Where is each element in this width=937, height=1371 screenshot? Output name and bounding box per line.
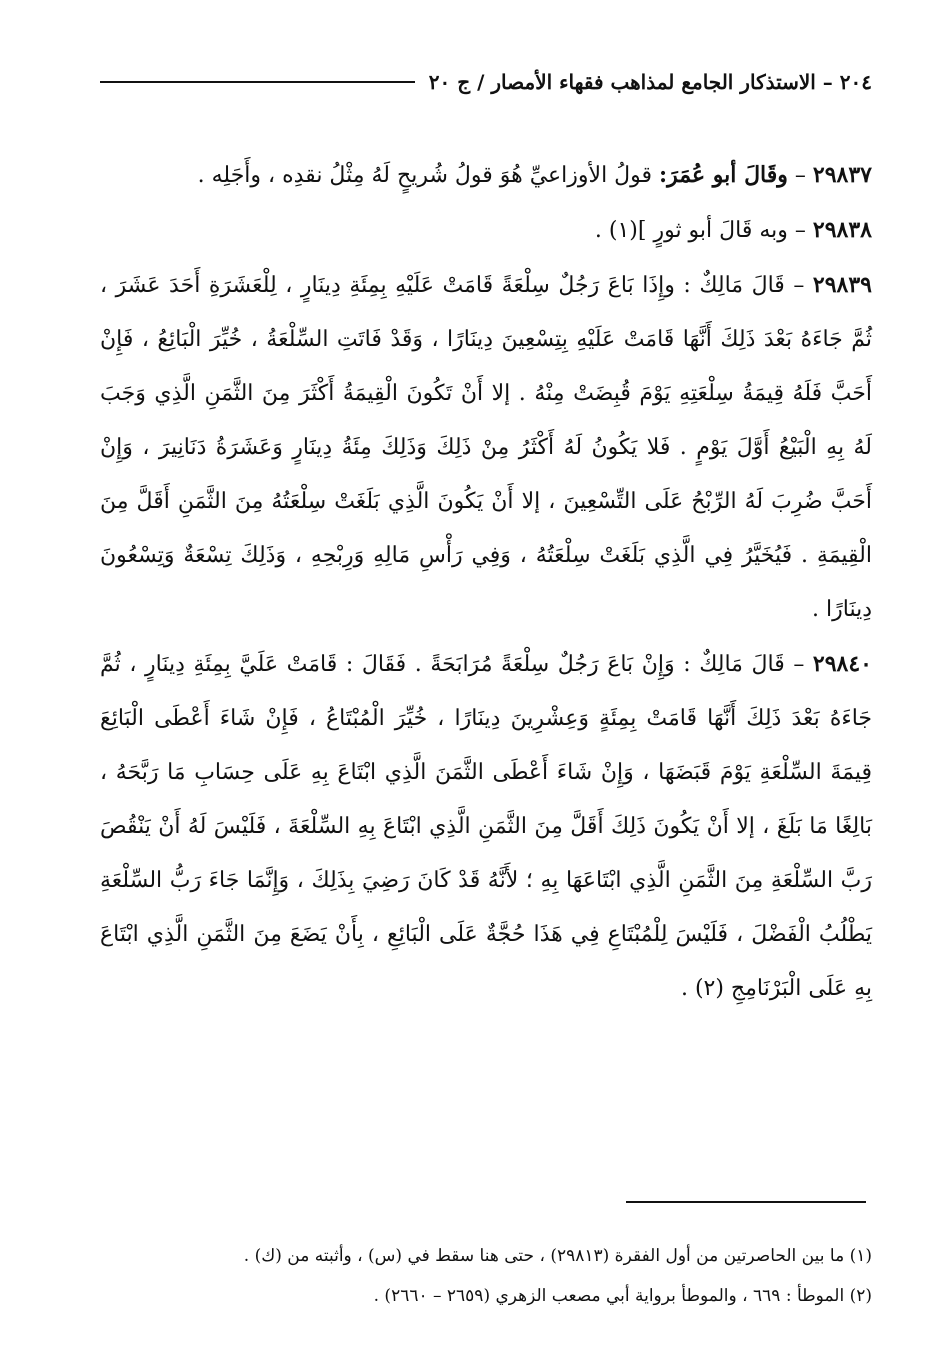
paragraph-dash: – — [787, 163, 813, 188]
footnote: (١) ما بين الحاصرتين من أول الفقرة (٢٩٨١٣) ، حتى هنا سقط في (س) ، وأثبته من (ك) . — [243, 1246, 872, 1266]
paragraph-dash: – — [784, 652, 813, 677]
paragraph-text: وبه قَالَ أبو ثورٍ ](١) . — [594, 218, 788, 243]
paragraph — [100, 258, 872, 637]
paragraph-text: قولُ الأوزاعيِّ هُوَ قولُ شُريحٍ لَهُ مِثْلُ نقدِه ، وأَجَلِه . — [197, 163, 660, 188]
paragraph-dash: – — [787, 218, 813, 243]
paragraph-dash: – — [784, 273, 813, 298]
footnote: (٢) الموطأ : ٦٦٩ ، والموطأ برواية أبي مصعب الزهري (٢٦٥٩ – ٢٦٦٠) . — [373, 1286, 872, 1306]
paragraph — [100, 203, 872, 258]
paragraph-number: ٢٩٨٣٧ — [812, 162, 872, 188]
header-rule — [100, 81, 415, 83]
running-head: ٢٠٤ – الاستذكار الجامع لمذاهب فقهاء الأمصار / ج ٢٠ — [428, 70, 872, 94]
footnotes — [100, 1236, 872, 1316]
paragraph-number: ٢٩٨٣٩ — [812, 272, 872, 298]
paragraph-number: ٢٩٨٣٨ — [812, 217, 872, 243]
page-header — [100, 62, 872, 102]
paragraph — [100, 148, 872, 203]
paragraph-text: قَالَ مَالِكٌ : وَإِنْ بَاعَ رَجُلٌ سِلْعَةً مُرَابَحَةً . فَقَالَ : قَامَتْ عَلَيَّ بِمِئَةِ دِينَارٍ ، ثُمَّ جَاءَهُ بَعْدَ ذَلِكَ أَنَّهَا قَامَتْ بِمِئَةٍ وَعِشْرِينَ دِينَارًا ، خُيِّرَ الْمُبْتَاعُ ، فَإِنْ شَاءَ أَعْطَى الْبَائِعَ قِيمَةَ السِّلْعَةِ يَوْمَ قَبَضَهَا ، وَإِنْ شَاءَ أَعْطَى الثَّمَنَ الَّذِي ابْتَاعَ بِهِ عَلَى حِسَابِ مَا رَبَّحَهُ ، بَالِغًا مَا بَلَغَ ، إلا أَنْ يَكُونَ ذَلِكَ أَقَلَّ مِنَ الثَّمَنِ الَّذِي ابْتَاعَ بِهِ السِّلْعَةَ ، فَلَيْسَ لَهُ أَنْ يَنْقُصَ رَبَّ السِّلْعَةِ مِنَ الثَّمَنِ الَّذِي ابْتَاعَهَا بِهِ ؛ لأَنَّهُ قَدْ كَانَ رَضِيَ بِذَلِكَ ، وَإِنَّمَا جَاءَ رَبُّ السِّلْعَةِ يَطْلُبُ الْفَضْلَ ، فَلَيْسَ لِلْمُبْتَاعِ فِي هَذَا حُجَّةٌ عَلَى الْبَائِعِ ، بِأَنْ يَضَعَ مِنَ الثَّمَنِ الَّذِي ابْتَاعَ بِهِ عَلَى الْبَرْنَامِجِ (٢) . — [100, 652, 872, 1001]
footnote-rule — [626, 1201, 866, 1203]
paragraph-text: قَالَ مَالِكٌ : وإِذَا بَاعَ رَجُلٌ سِلْعَةً قَامَتْ عَلَيْهِ بِمِئَةِ دِينَارٍ ، لِلْعَشَرَةِ أَحَدَ عَشَرَ ، ثُمَّ جَاءَهُ بَعْدَ ذَلِكَ أَنَّهَا قَامَتْ عَلَيْهِ بِتِسْعِينَ دِينَارًا ، وَقَدْ فَاتَتِ السِّلْعَةُ ، خُيِّرَ الْبَائِعُ ، فَإِنْ أَحَبَّ فَلَهُ قِيمَةُ سِلْعَتِهِ يَوْمَ قُبِضَتْ مِنْهُ . إلا أَنْ تَكُونَ الْقِيمَةُ أَكْثَرَ مِنَ الثَّمَنِ الَّذِي وَجَبَ لَهُ بِهِ الْبَيْعُ أَوَّلَ يَوْمٍ . فَلا يَكُونُ لَهُ أَكْثَرُ مِنْ ذَلِكَ وَذَلِكَ مِئَةُ دِينَارٍ وَعَشَرَةُ دَنَانِيرَ ، وَإِنْ أَحَبَّ ضُرِبَ لَهُ الرِّبْحُ عَلَى التِّسْعِينَ ، إلا أَنْ يَكُونَ الَّذِي بَلَغَتْ سِلْعَتُهُ مِنَ الثَّمَنِ أَقَلَّ مِنَ الْقِيمَةِ . فَيُخَيَّرُ فِي الَّذِي بَلَغَتْ سِلْعَتُهُ ، وَفِي رَأْسِ مَالِهِ وَرِبْحِهِ ، وَذَلِكَ تِسْعَةٌ وَتِسْعُونَ دِينَارًا . — [100, 273, 872, 622]
paragraph-speaker: وقَالَ أبو عُمَرَ: — [659, 162, 788, 188]
paragraph — [100, 637, 872, 1016]
main-text — [100, 148, 872, 1016]
paragraph-number: ٢٩٨٤٠ — [812, 651, 872, 677]
